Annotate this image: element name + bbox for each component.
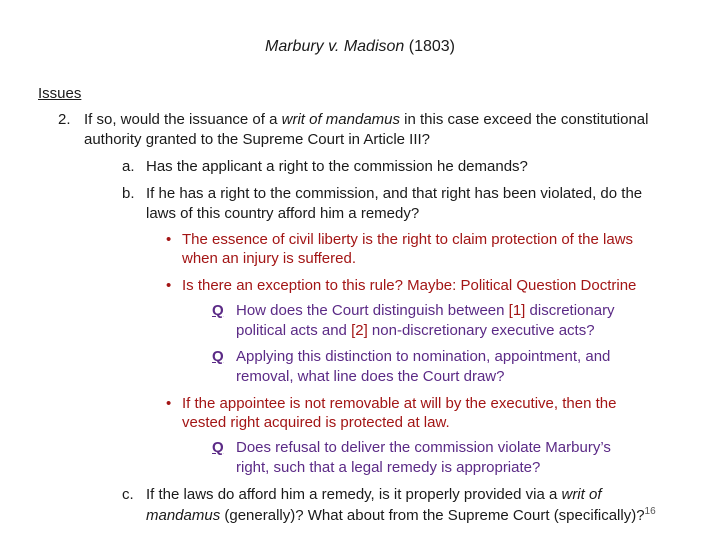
mandamus-term: mandamus <box>146 507 221 524</box>
bullet-2-text: Is there an exception to this rule? Maybe: Political Question Doctrine <box>182 277 637 294</box>
q1-ref-1: [1] <box>508 302 526 319</box>
case-year: (1803) <box>404 38 455 55</box>
item-c-line1: If the laws do afford him a remedy, is it properly provided via a writ of <box>146 486 602 503</box>
item-a-marker: a. <box>122 158 135 175</box>
q1-marker: Q <box>212 302 224 319</box>
item-a-text: Has the applicant a right to the commission he demands? <box>146 158 528 175</box>
item-c-marker: c. <box>122 486 134 503</box>
bullet-1-symbol: • <box>166 231 172 248</box>
bullet-3-line1: If the appointee is not removable at will by the executive, then the <box>182 395 617 412</box>
bullet-1-line1: The essence of civil liberty is the right to claim protection of the laws <box>182 231 634 248</box>
writ-of-term: writ of <box>561 486 602 503</box>
q2-line1: Applying this distinction to nomination, appointment, and <box>236 348 611 365</box>
bullet-1-line2: when an injury is suffered. <box>182 250 356 267</box>
q3-marker: Q <box>212 439 224 456</box>
item-c-line2: mandamus (generally)? What about from the Supreme Court (specifically)?$^{16}$ <box>146 506 656 524</box>
writ-term: writ of mandamus <box>281 111 400 128</box>
bullet-2-symbol: • <box>166 277 172 294</box>
q1-line2: political acts and [2] non-discretionary executive acts? <box>236 322 595 339</box>
q1-line1: How does the Court distinguish between [1] discretionary <box>236 302 615 319</box>
item-b-line2: laws of this country afford him a remedy? <box>146 205 420 222</box>
q2-line2: removal, what line does the Court draw? <box>236 368 505 385</box>
issues-heading: Issues <box>38 85 82 102</box>
q3-line1: Does refusal to deliver the commission violate Marbury’s <box>236 439 611 456</box>
q1-ref-2: [2] <box>351 322 368 339</box>
slide-title <box>0 37 720 57</box>
item-b-line1: If he has a right to the commission, and that right has been violated, do the <box>146 185 643 202</box>
item-b-marker: b. <box>122 185 135 202</box>
q3-line2: right, such that a legal remedy is appropriate? <box>236 459 541 476</box>
page-number: 16 <box>644 506 656 517</box>
item-2-marker: 2. <box>58 111 71 128</box>
item-2-line2: authority granted to the Supreme Court in Article III? <box>84 131 431 148</box>
bullet-3-line2: vested right acquired is protected at law. <box>182 414 450 431</box>
item-2-line1: If so, would the issuance of a writ of mandamus in this case exceed the constitutional <box>84 111 649 128</box>
bullet-3-symbol: • <box>166 395 172 412</box>
q2-marker: Q <box>212 348 224 365</box>
case-name: Marbury v. Madison <box>264 38 405 55</box>
